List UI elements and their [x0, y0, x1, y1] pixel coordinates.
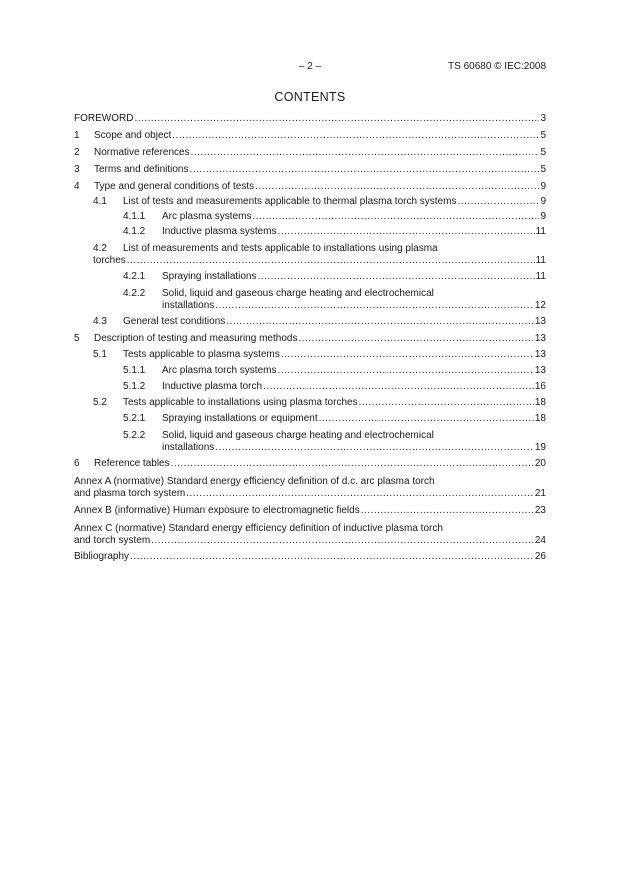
- toc-entry-5[interactable]: [74, 333, 546, 345]
- toc-entry-5-2-1[interactable]: [74, 413, 546, 425]
- toc-entry-5-2[interactable]: [74, 397, 546, 409]
- toc-title: FOREWORD: [74, 113, 134, 124]
- toc-number: 5.1.1: [123, 365, 146, 376]
- leader-dots: [127, 255, 535, 267]
- toc-page: 9: [540, 211, 546, 222]
- toc-title: Spraying installations: [162, 271, 257, 282]
- toc-number: 4.2.2: [123, 288, 146, 299]
- toc-title: Tests applicable to installations using plasma torches: [123, 397, 358, 408]
- leader-dots: [457, 196, 539, 208]
- toc-page: 23: [534, 505, 546, 516]
- toc-number: 4.2.1: [123, 271, 146, 282]
- toc-title-line1: Solid, liquid and gaseous charge heating and electrochemical: [162, 288, 434, 299]
- toc-number: 4.1.1: [123, 211, 146, 222]
- toc-entry-annex-c[interactable]: [74, 523, 546, 547]
- toc-page: 11: [535, 255, 546, 266]
- toc-title: Arc plasma systems: [162, 211, 252, 222]
- toc-entry-4-1-2[interactable]: [74, 226, 546, 238]
- toc-entry-1[interactable]: [74, 130, 546, 142]
- toc-page: 12: [534, 300, 546, 311]
- leader-dots: [172, 130, 539, 142]
- toc-entry-annex-a[interactable]: [74, 476, 546, 500]
- toc-number: 4.2: [93, 243, 107, 254]
- toc-page: 26: [534, 551, 546, 562]
- toc-number: 5.2.2: [123, 430, 146, 441]
- toc-title: Normative references: [94, 147, 190, 158]
- toc-title: Inductive plasma torch: [162, 381, 263, 392]
- toc-title: Tests applicable to plasma systems: [123, 349, 280, 360]
- toc-title-line1: Annex C (normative) Standard energy efficiency definition of inductive plasma torch: [74, 523, 443, 534]
- leader-dots: [151, 535, 534, 547]
- toc-entry-5-1-1[interactable]: [74, 365, 546, 377]
- leader-dots: [130, 551, 534, 563]
- toc-number: 5.2.1: [123, 413, 146, 424]
- leader-dots: [281, 349, 534, 361]
- standard-reference: TS 60680 © IEC:2008: [448, 61, 546, 72]
- leader-dots: [190, 164, 540, 176]
- leader-dots: [263, 381, 534, 393]
- toc-page: 3: [540, 113, 546, 124]
- toc-entry-4-1[interactable]: [74, 196, 546, 208]
- table-of-contents: [74, 111, 546, 562]
- leader-dots: [252, 211, 539, 223]
- toc-number: 5.2: [93, 397, 107, 408]
- toc-number: 1: [74, 130, 80, 141]
- toc-title: Type and general conditions of tests: [94, 181, 255, 192]
- leader-dots: [255, 181, 539, 193]
- toc-title: List of tests and measurements applicable to thermal plasma torch systems: [123, 196, 457, 207]
- toc-number: 4: [74, 181, 80, 192]
- leader-dots: [361, 505, 534, 517]
- leader-dots: [186, 488, 534, 500]
- toc-entry-3[interactable]: [74, 164, 546, 176]
- toc-page: 13: [534, 349, 546, 360]
- toc-page: 5: [540, 130, 546, 141]
- toc-title: Terms and definitions: [94, 164, 189, 175]
- toc-page: 11: [535, 226, 546, 237]
- toc-number: 5.1.2: [123, 381, 146, 392]
- toc-entry-4-2-1[interactable]: [74, 271, 546, 283]
- toc-number: 4.3: [93, 316, 107, 327]
- toc-number: 2: [74, 147, 80, 158]
- toc-page: 18: [534, 397, 546, 408]
- leader-dots: [134, 113, 539, 125]
- toc-title-line2: installations: [162, 300, 215, 311]
- leader-dots: [298, 333, 533, 345]
- toc-page: 13: [534, 365, 546, 376]
- toc-entry-6[interactable]: [74, 458, 546, 470]
- toc-page: 9: [540, 181, 546, 192]
- toc-page: 20: [534, 458, 546, 469]
- toc-page: 5: [540, 147, 546, 158]
- toc-entry-foreword[interactable]: [74, 113, 546, 125]
- toc-title: Reference tables: [94, 458, 170, 469]
- leader-dots: [277, 365, 533, 377]
- toc-number: 4.1: [93, 196, 107, 207]
- toc-entry-4-2[interactable]: [74, 243, 546, 267]
- toc-page: 19: [534, 442, 546, 453]
- toc-number: 6: [74, 458, 80, 469]
- toc-title: Arc plasma torch systems: [162, 365, 277, 376]
- toc-title: Spraying installations or equipment: [162, 413, 318, 424]
- toc-title: Bibliography: [74, 551, 130, 562]
- toc-title: Inductive plasma systems: [162, 226, 277, 237]
- toc-entry-5-1[interactable]: [74, 349, 546, 361]
- toc-entry-5-2-2[interactable]: [74, 430, 546, 454]
- toc-number: 3: [74, 164, 80, 175]
- toc-entry-4-1-1[interactable]: [74, 211, 546, 223]
- toc-title-line1: List of measurements and tests applicable to installations using plasma: [123, 243, 438, 254]
- toc-page: 21: [534, 488, 546, 499]
- toc-entry-annex-b[interactable]: [74, 505, 546, 517]
- toc-page: 13: [534, 333, 546, 344]
- leader-dots: [278, 226, 535, 238]
- toc-title: Description of testing and measuring methods: [94, 333, 298, 344]
- leader-dots: [258, 271, 535, 283]
- leader-dots: [359, 397, 534, 409]
- toc-entry-5-1-2[interactable]: [74, 381, 546, 393]
- toc-number: 4.1.2: [123, 226, 146, 237]
- toc-page: 13: [534, 316, 546, 327]
- toc-title: Annex B (informative) Human exposure to electromagnetic fields: [74, 505, 360, 516]
- toc-title-line1: Annex A (normative) Standard energy efficiency definition of d.c. arc plasma torch: [74, 476, 435, 487]
- toc-title: Scope and object: [94, 130, 172, 141]
- toc-number: 5: [74, 333, 80, 344]
- toc-entry-4[interactable]: [74, 181, 546, 193]
- toc-page: 11: [535, 271, 546, 282]
- toc-entry-4-3[interactable]: [74, 316, 546, 328]
- page-number: – 2 –: [298, 61, 322, 72]
- leader-dots: [226, 316, 534, 328]
- leader-dots: [171, 458, 534, 470]
- toc-entry-2[interactable]: [74, 147, 546, 159]
- toc-page: 9: [540, 196, 546, 207]
- leader-dots: [191, 147, 540, 159]
- toc-page: 24: [534, 535, 546, 546]
- toc-title-line2: torches: [93, 255, 126, 266]
- toc-title-line2: and torch system: [74, 535, 151, 546]
- toc-title-line1: Solid, liquid and gaseous charge heating and electrochemical: [162, 430, 434, 441]
- toc-page: 5: [540, 164, 546, 175]
- toc-number: 5.1: [93, 349, 107, 360]
- toc-entry-4-2-2[interactable]: [74, 288, 546, 312]
- leader-dots: [215, 300, 534, 312]
- toc-title-line2: installations: [162, 442, 215, 453]
- page-title: CONTENTS: [274, 90, 346, 104]
- toc-page: 18: [534, 413, 546, 424]
- leader-dots: [319, 413, 534, 425]
- toc-title: General test conditions: [123, 316, 226, 327]
- toc-page: 16: [534, 381, 546, 392]
- toc-title-line2: and plasma torch system: [74, 488, 186, 499]
- toc-entry-bibliography[interactable]: [74, 551, 546, 563]
- leader-dots: [215, 442, 534, 454]
